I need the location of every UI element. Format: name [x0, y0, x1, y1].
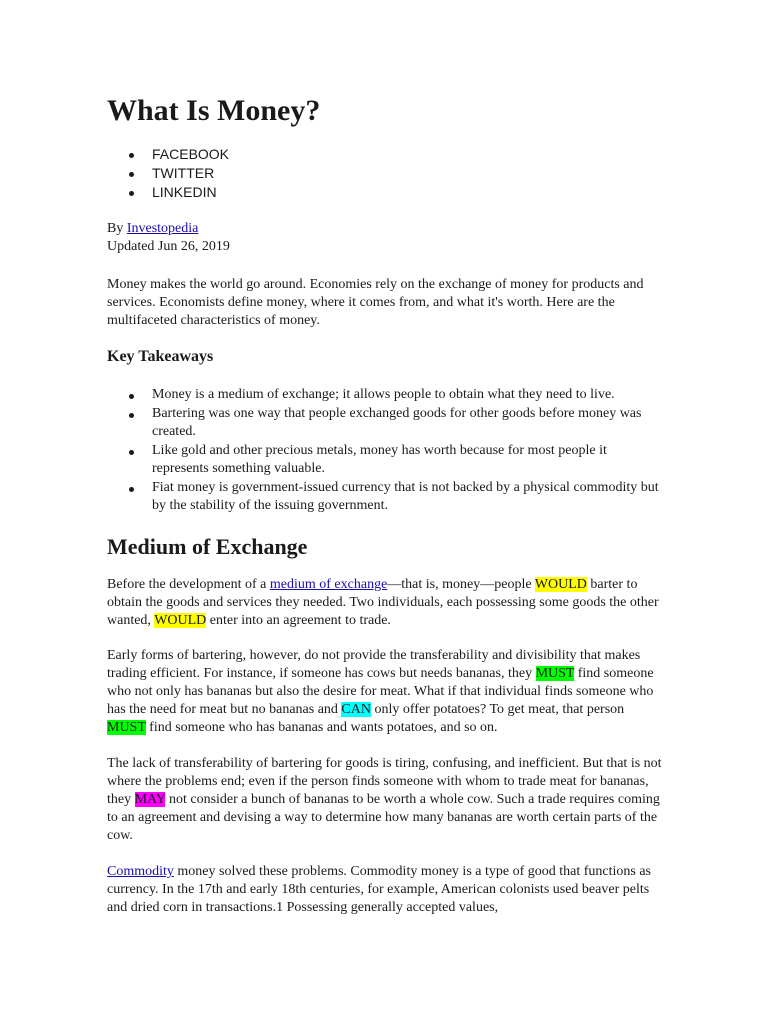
section-heading: Medium of Exchange: [107, 534, 308, 559]
paragraph-medium-of-exchange: Before the development of a medium of exchange—that is, money—people WOULD barter to obtain the goods and services they needed. Two individuals, each possessing some goods the other wanted, WOULD enter into an agreement to trade.: [107, 577, 659, 628]
highlight-would: WOULD: [534, 577, 587, 592]
key-takeaway-item: Like gold and other precious metals, money has worth because for most people it represents something valuable.: [107, 442, 665, 478]
by-prefix: By: [107, 221, 127, 236]
article-title: What Is Money?: [107, 94, 321, 127]
commodity-link[interactable]: Commodity: [107, 864, 174, 879]
medium-of-exchange-link[interactable]: medium of exchange: [269, 577, 388, 592]
share-facebook[interactable]: FACEBOOK: [107, 145, 229, 164]
highlight-would: WOULD: [154, 613, 207, 628]
key-takeaway-item: Fiat money is government-issued currency that is not backed by a physical commodity but by the stability of the issuing government.: [107, 479, 665, 515]
paragraph-commodity: Commodity money solved these problems. Commodity money is a type of good that functions as currency. In the 17th and early 18th centuries, for example, American colonists used beaver pelts and dried corn in transactions.1 Possessing generally accepted values,: [107, 864, 652, 915]
paragraph-bartering: Early forms of bartering, however, do not provide the transferability and divisibility that makes trading efficient. For instance, if someone has cows but needs bananas, they MUST find someone who not only has bananas but also the desire for meat. What if that individual finds someone who has the need for meat but no bananas and CAN only offer potatoes? To get meat, that person MUST find someone who has bananas and wants potatoes, and so on.: [107, 648, 654, 735]
highlight-can: CAN: [341, 702, 371, 717]
share-twitter[interactable]: TWITTER: [107, 164, 229, 183]
highlight-must: MUST: [107, 720, 146, 735]
key-takeaway-item: Money is a medium of exchange; it allows people to obtain what they need to live.: [107, 386, 665, 404]
share-linkedin[interactable]: LINKEDIN: [107, 183, 229, 202]
intro-paragraph: Money makes the world go around. Economies rely on the exchange of money for products and services. Economists define money, where it comes from, and what it's worth. Here are the multifaceted characteristics of money.: [107, 277, 644, 328]
author-link[interactable]: Investopedia: [126, 221, 199, 236]
key-takeaway-item: Bartering was one way that people exchanged goods for other goods before money was created.: [107, 405, 665, 441]
updated-date: Updated Jun 26, 2019: [107, 239, 230, 254]
key-takeaways-heading: Key Takeaways: [107, 348, 214, 365]
highlight-may: MAY: [134, 792, 166, 807]
key-takeaways-list: [107, 386, 665, 516]
share-links: [107, 145, 229, 202]
highlight-must: MUST: [535, 666, 575, 681]
paragraph-transferability: The lack of transferability of bartering for goods is tiring, confusing, and inefficient. But that is not where the problems end; even if the person finds someone with whom to trade meat for bananas, they MAY not consider a bunch of bananas to be worth a whole cow. Such a trade requires coming to an agreement and devising a way to determine how many bananas are worth certain parts of the cow.: [107, 756, 662, 843]
byline: [107, 220, 230, 256]
